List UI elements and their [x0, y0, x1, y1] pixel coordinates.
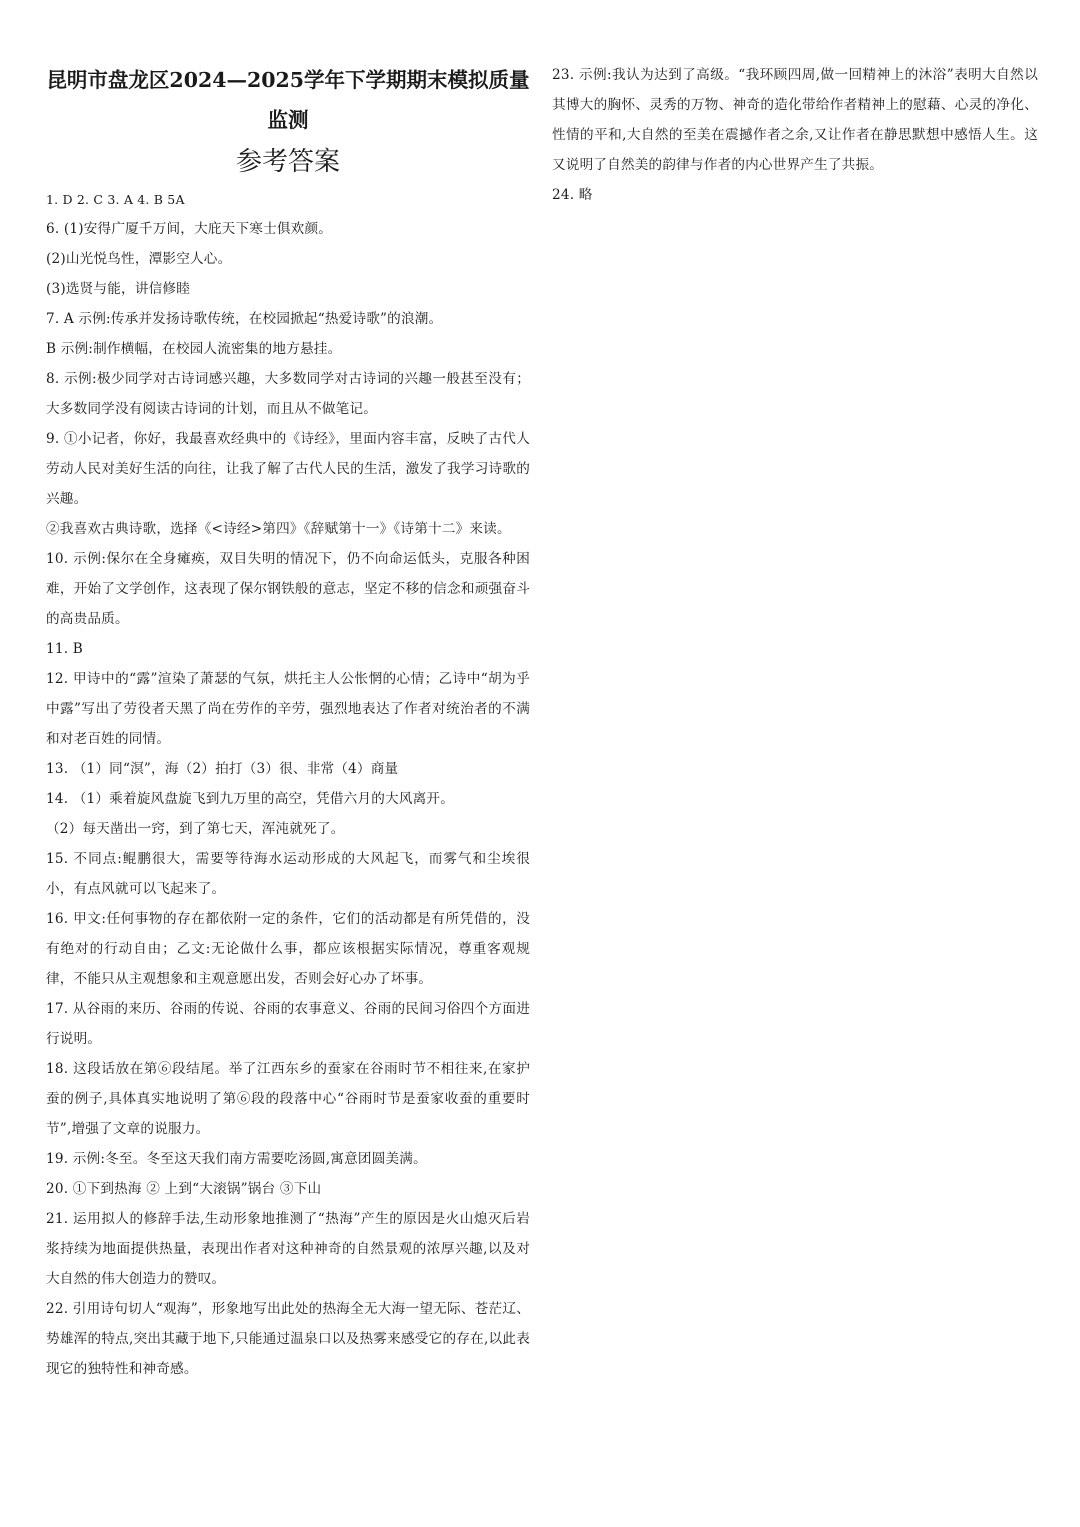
answer-7-b: B 示例:制作横幅，在校园人流密集的地方悬挂。 — [46, 341, 342, 357]
answer-21: 21. 运用拟人的修辞手法,生动形象地推测了“热海”产生的原因是火山熄灭后岩浆持续为地面提供热量，表现出作者对这种神奇的自然景观的浓厚兴趣,以及对大自然的伟大创造力的赞叹。 — [46, 1211, 530, 1287]
answer-6-1: 6. (1)安得广厦千万间，大庇天下寒士俱欢颜。 — [46, 221, 333, 237]
answer-1-5: 1. D 2. C 3. A 4. B 5A — [46, 192, 185, 207]
answer-14-2: （2）每天凿出一窍，到了第七天，浑沌就死了。 — [46, 821, 345, 837]
document-subtitle: 参考答案 — [235, 147, 340, 177]
answer-7-a: 7. A 示例:传承并发扬诗歌传统，在校园掀起“热爱诗歌”的浪潮。 — [46, 311, 443, 327]
answer-8: 8. 示例:极少同学对古诗词感兴趣，大多数同学对古诗词的兴趣一般甚至没有；大多数同学没有阅读古诗词的计划，而且从不做笔记。 — [46, 371, 530, 417]
answer-20: 20. ①下到热海 ② 上到“大滚锅”锅台 ③下山 — [46, 1181, 322, 1197]
answer-11: 11. B — [46, 641, 83, 657]
answer-6-2: (2)山光悦鸟性，潭影空人心。 — [46, 251, 232, 267]
answer-18: 18. 这段话放在第⑥段结尾。举了江西东乡的蚕家在谷雨时节不相往来,在家护蚕的例子,具体真实地说明了第⑥段的段落中心“谷雨时节是蚕家收蚕的重要时节”,增强了文章的说服力。 — [46, 1061, 530, 1137]
answer-23: 23. 示例:我认为达到了高级。“我环顾四周,做一回精神上的沐浴”表明大自然以其博大的胸怀、灵秀的万物、神奇的造化带给作者精神上的慰藉、心灵的净化、性情的平和,大自然的至美在震撼作者之余,又让作者在静思默想中感悟人生。这又说明了自然美的韵律与作者的内心世界产生了共振。 — [552, 67, 1038, 173]
answer-14-1: 14. （1）乘着旋风盘旋飞到九万里的高空，凭借六月的大风离开。 — [46, 791, 455, 807]
answer-24: 24. 略 — [552, 187, 593, 203]
left-column — [46, 60, 530, 1384]
answer-6-3: (3)选贤与能，讲信修睦 — [46, 281, 190, 297]
answer-9-1: 9. ①小记者，你好，我最喜欢经典中的《诗经》，里面内容丰富，反映了古代人劳动人民对美好生活的向往，让我了解了古代人民的生活，激发了我学习诗歌的兴趣。 — [46, 431, 530, 507]
answer-16: 16. 甲文:任何事物的存在都依附一定的条件，它们的活动都是有所凭借的，没有绝对的行动自由；乙文:无论做什么事，都应该根据实际情况，尊重客观规律，不能只从主观想象和主观意愿出发，否则会好心办了坏事。 — [46, 911, 530, 987]
answer-22: 22. 引用诗句切人“观海”，形象地写出此处的热海全无大海一望无际、苍茫辽、势雄浑的特点,突出其藏于地下,只能通过温泉口以及热雾来感受它的存在,以此表现它的独特性和神奇感。 — [46, 1301, 530, 1377]
document-title: 昆明市盘龙区2024—2025学年下学期期末模拟质量监测 — [46, 68, 530, 132]
answer-17: 17. 从谷雨的来历、谷雨的传说、谷雨的农事意义、谷雨的民间习俗四个方面进行说明。 — [46, 1001, 530, 1047]
answer-15: 15. 不同点:鲲鹏很大，需要等待海水运动形成的大风起飞，而雾气和尘埃很小，有点风就可以飞起来了。 — [46, 851, 530, 897]
right-column — [552, 60, 1038, 210]
answer-12: 12. 甲诗中的“露”渲染了萧瑟的气氛，烘托主人公怅惘的心情；乙诗中“胡为乎中露”写出了劳役者天黑了尚在劳作的辛劳，强烈地表达了作者对统治者的不满和对老百姓的同情。 — [46, 671, 530, 747]
answer-19: 19. 示例:冬至。冬至这天我们南方需要吃汤圆,寓意团圆美满。 — [46, 1151, 427, 1167]
answer-9-2: ②我喜欢古典诗歌，选择《<诗经>第四》《辞赋第十一》《诗第十二》来读。 — [46, 521, 511, 537]
answer-10: 10. 示例:保尔在全身瘫痪，双目失明的情况下，仍不向命运低头，克服各种困难，开始了文学创作，这表现了保尔钢铁般的意志，坚定不移的信念和顽强奋斗的高贵品质。 — [46, 551, 530, 627]
answer-13: 13. （1）同“溟”，海（2）拍打（3）很、非常（4）商量 — [46, 761, 399, 777]
